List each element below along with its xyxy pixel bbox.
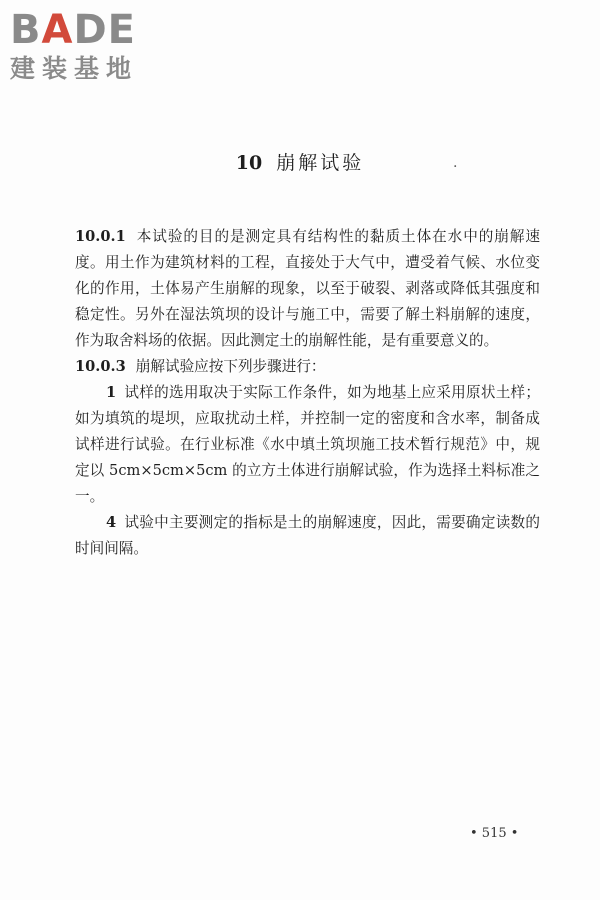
logo-wordmark — [10, 8, 180, 52]
list-item-4 — [75, 510, 540, 562]
item-text: 试验中主要测定的指标是土的崩解速度，因此，需要确定读数的时间间隔。 — [75, 514, 540, 557]
chapter-number: 10 — [235, 152, 263, 174]
item-number: 1 — [106, 384, 117, 401]
logo-letter-a: A — [41, 7, 74, 53]
chapter-title: 崩解试验 — [276, 152, 365, 174]
list-item-1 — [75, 380, 540, 510]
clause-number: 10.0.1 — [75, 228, 126, 245]
logo-letters-de: DE — [73, 7, 136, 53]
item-number: 4 — [106, 514, 117, 531]
body-text — [75, 224, 540, 562]
logo-subtitle: 建装基地 — [10, 54, 139, 83]
chapter-heading — [0, 150, 600, 176]
clause-10-0-1 — [75, 224, 540, 354]
item-text: 试样的选用取决于实际工作条件，如为地基上应采用原状土样；如为填筑的堤坝，应取扰动土样，并控制一定的密度和含水率，制备成试样进行试验。在行业标准《水中填土筑坝施工技术暂行规范》中，规定以 5cm×5cm×5cm 的立方土体进行崩解试验，作为选择土料标准之一。 — [75, 384, 540, 505]
clause-text: 崩解试验应按下列步骤进行： — [135, 358, 326, 375]
stray-dot-mark: . — [453, 155, 458, 171]
bade-logo — [10, 8, 180, 86]
page-number: • 515 • — [470, 826, 519, 841]
clause-10-0-3 — [75, 354, 540, 380]
clause-text: 本试验的目的是测定具有结构性的黏质土体在水中的崩解速度。用土作为建筑材料的工程，直接处于大气中，遭受着气候、水位变化的作用，土体易产生崩解的现象，以至于破裂、剥落或降低其强度和稳定性。另外在湿法筑坝的设计与施工中，需要了解土料崩解的速度，作为取舍料场的依据。因此测定土的崩解性能，是有重要意义的。 — [75, 228, 540, 349]
logo-letter-b: B — [10, 7, 42, 53]
clause-number: 10.0.3 — [75, 358, 126, 375]
